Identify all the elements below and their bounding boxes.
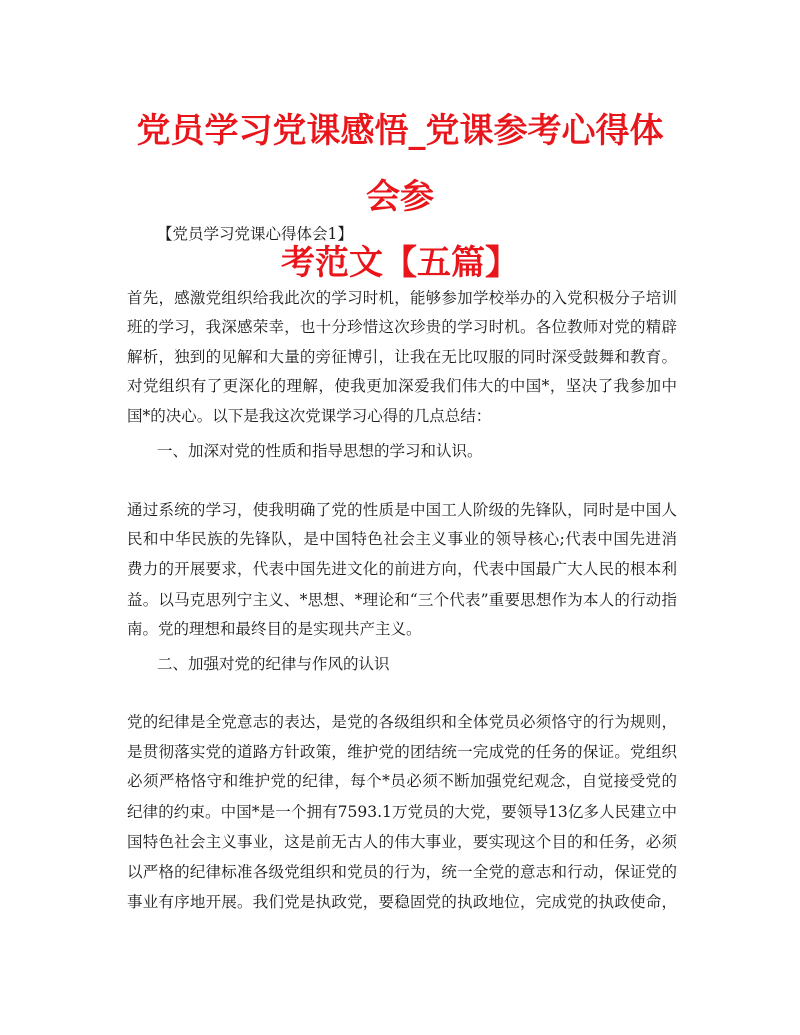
paragraph-line: 民和中华民族的先锋队，是中国特色社会主义事业的领导核心;代表中国先进消 [127, 530, 677, 548]
section-heading-2: 二、加强对党的纪律与作风的认识 [157, 655, 390, 673]
section-heading-1: 一、加深对党的性质和指导思想的学习和认识。 [157, 442, 483, 460]
paragraph-line: 党的纪律是全党意志的表达，是党的各级组织和全体党员必须恪守的行为规则， [127, 713, 677, 731]
paragraph-line: 是贯彻落实党的道路方针政策，维护党的团结统一完成党的任务的保证。党组织 [127, 743, 677, 761]
paragraph-line: 以严格的纪律标准各级党组织和党员的行为，统一全党的意志和行动，保证党的 [127, 863, 677, 881]
paragraph-line: 首先，感激党组织给我此次的学习时机，能够参加学校举办的入党积极分子培训 [127, 289, 677, 307]
paragraph-line: 事业有序地开展。我们党是执政党，要稳固党的执政地位，完成党的执政使命， [127, 893, 677, 911]
paragraph-line: 费力的开展要求，代表中国先进文化的前进方向，代表中国最广大人民的根本利 [127, 560, 677, 578]
paragraph-line: 国*的决心。以下是我这次党课学习心得的几点总结： [127, 407, 492, 425]
document-title [120, 98, 680, 296]
paragraph-line: 解析，独到的见解和大量的旁征博引，让我在无比叹服的同时深受鼓舞和教育。 [127, 348, 677, 366]
paragraph-line: 益。以马克思列宁主义、*思想、*理论和“三个代表”重要思想作为本人的行动指 [127, 591, 677, 609]
paragraph-line: 班的学习，我深感荣幸，也十分珍惜这次珍贵的学习时机。各位教师对党的精辟 [127, 318, 677, 336]
section-subtitle: 【党员学习党课心得体会1】 [157, 225, 353, 243]
paragraph-line: 通过系统的学习，使我明确了党的性质是中国工人阶级的先锋队，同时是中国人 [127, 501, 677, 519]
paragraph-line: 对党组织有了更深化的理解，使我更加深爱我们伟大的中国*，坚决了我参加中 [127, 377, 677, 395]
paragraph-line: 纪律的约束。中国*是一个拥有7593.1万党员的大党，要领导13亿多人民建立中 [127, 803, 677, 821]
title-line-1: 党员学习党课感悟_党课参考心得体会参 [136, 111, 664, 217]
paragraph-line: 国特色社会主义事业，这是前无古人的伟大事业，要实现这个目的和任务，必须 [127, 833, 677, 851]
title-line-2: 考范文【五篇】 [281, 243, 519, 283]
paragraph-line: 必须严格恪守和维护党的纪律，每个*员必须不断加强党纪观念，自觉接受党的 [127, 772, 677, 790]
paragraph-line: 南。党的理想和最终目的是实现共产主义。 [127, 620, 422, 638]
